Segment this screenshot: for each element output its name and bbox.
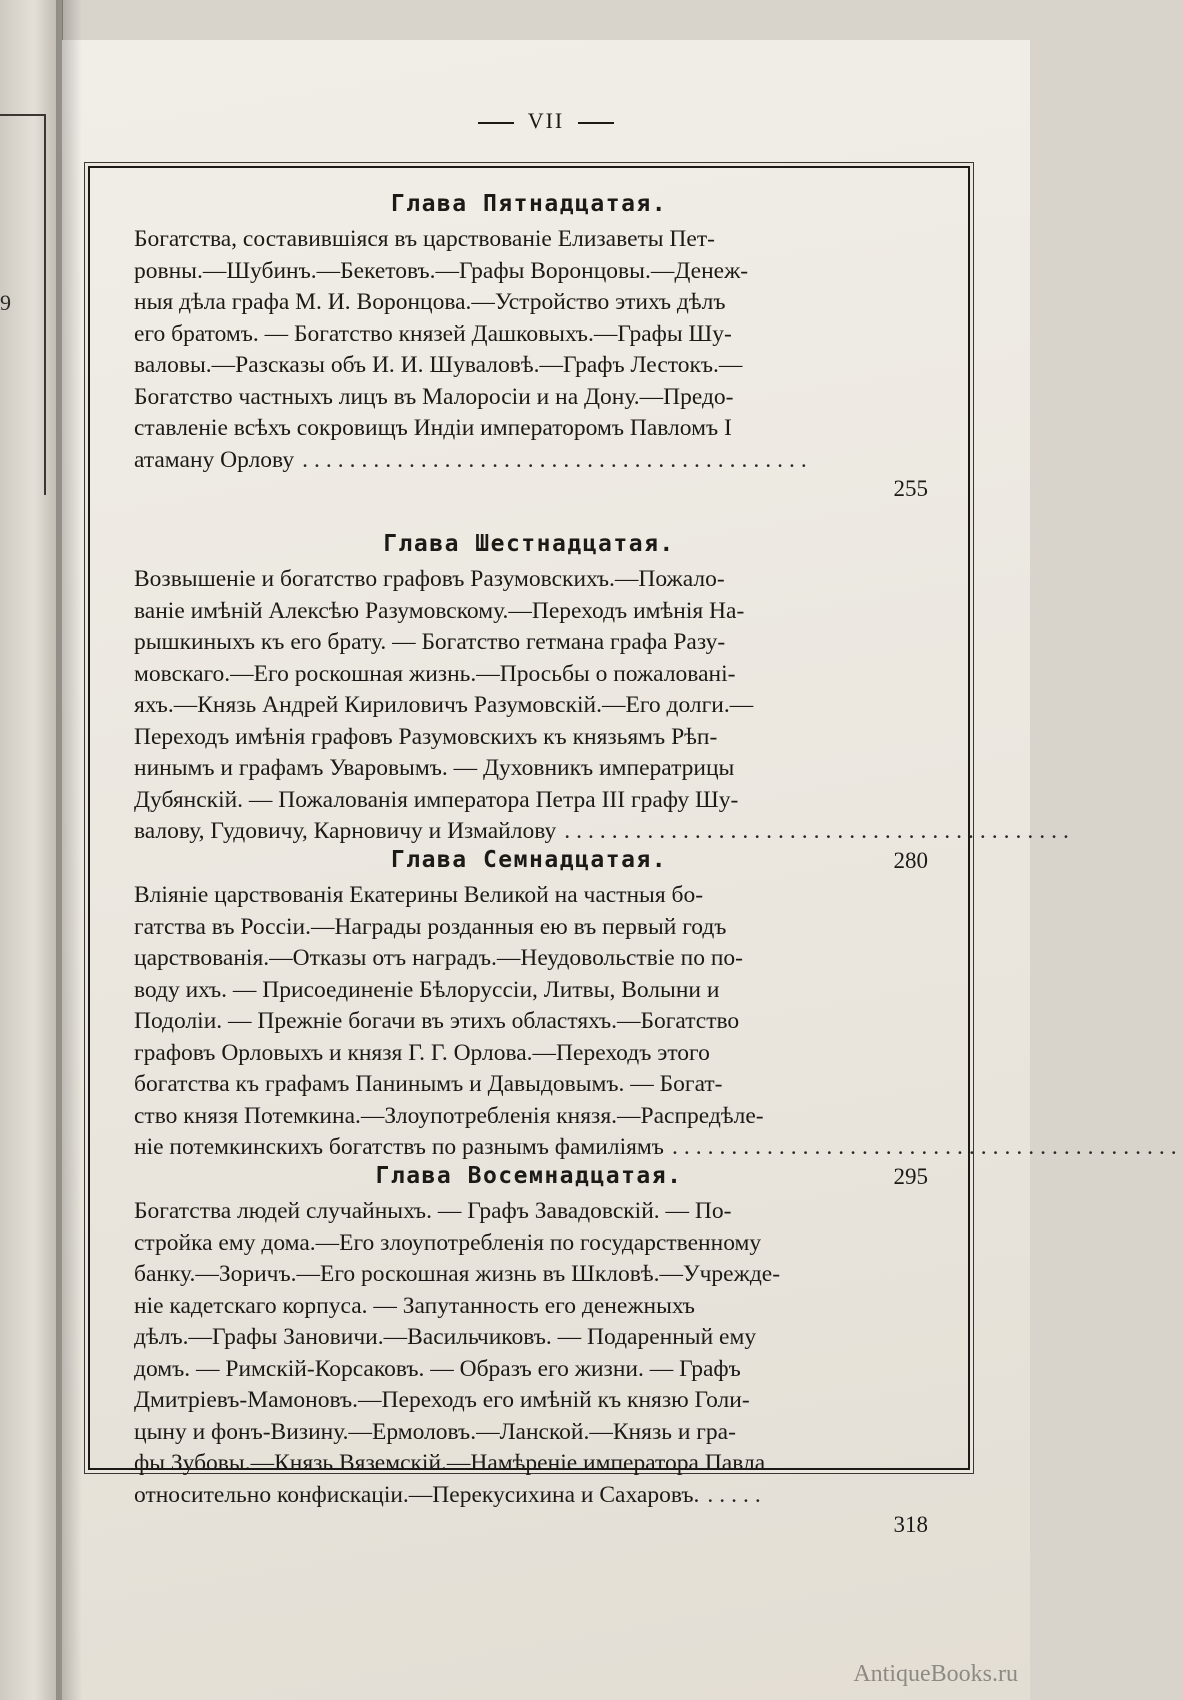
chapter-title: Глава Восемнадцатая. xyxy=(375,1163,683,1189)
summary-line: ставленіе всѣхъ сокровищъ Индіи императоромъ Павломъ I xyxy=(134,415,732,441)
summary-line: валову, Гудовичу, Карновичу и Измайлову xyxy=(134,818,557,844)
leader-dots: ..... xyxy=(707,1481,767,1508)
summary-last-line xyxy=(134,1480,894,1512)
summary-line: гатства въ Россіи.—Награды розданныя ею въ первый годъ xyxy=(134,913,727,940)
chapter-summary xyxy=(134,880,1183,1164)
summary-line: нинымъ и графамъ Уваровымъ. — Духовникъ императрицы xyxy=(134,755,735,781)
chapter-summary xyxy=(134,224,894,476)
facing-page-rule xyxy=(0,114,46,116)
facing-page-edge xyxy=(0,0,63,1700)
summary-line: Возвышеніе и богатство графовъ Разумовскихъ.—Пожало- xyxy=(134,566,725,592)
summary-line: Богатство частныхъ лицъ въ Малоросіи и на Дону.—Предо- xyxy=(134,383,734,410)
summary-line: Богатства, составившіяся въ царствованіе Елизаветы Пет- xyxy=(134,226,715,252)
page-number-text: VII xyxy=(527,108,565,133)
chapter-summary xyxy=(134,1196,894,1511)
page-ref: 295 xyxy=(893,1164,928,1189)
page-number xyxy=(62,108,1030,134)
summary-line: ныя дѣла графа М. И. Воронцова.—Устройство этихъ дѣлъ xyxy=(134,289,726,315)
leader-dots: ........................................... xyxy=(302,446,813,473)
summary-line: Подоліи. — Прежніе богачи въ этихъ областяхъ.—Богатство xyxy=(134,1008,740,1034)
summary-line: ство князя Потемкина.—Злоупотребленія князя.—Распредѣле- xyxy=(134,1102,764,1129)
chapter-summary xyxy=(134,564,1075,848)
book-page xyxy=(62,40,1183,1700)
summary-line: ваніе имѣній Алексѣю Разумовскому.—Переходъ имѣнія На- xyxy=(134,597,745,624)
leader-dots: ........................................... xyxy=(564,818,1075,844)
page-ref: 318 xyxy=(893,1512,928,1537)
summary-line: Дубянскій. — Пожалованія императора Петра III графу Шу- xyxy=(134,786,739,813)
summary-line: рышкиныхъ къ его брату. — Богатство гетмана графа Разу- xyxy=(134,629,726,655)
chapter-title: Глава Семнадцатая. xyxy=(390,847,668,873)
chapter-title: Глава Шестнадцатая. xyxy=(383,531,675,557)
summary-line: атаману Орлову xyxy=(134,446,295,473)
page-number-dash-right xyxy=(578,122,614,124)
summary-line: мовскаго.—Его роскошная жизнь.—Просьбы о пожалованi- xyxy=(134,660,736,687)
summary-line: валовы.—Разсказы объ И. И. Шуваловѣ.—Графъ Лестокъ.— xyxy=(134,352,743,378)
summary-line: Богатства людей случайныхъ. — Графъ Завадовскій. — По- xyxy=(134,1198,732,1224)
summary-line: ніе потемкинскихъ богатствъ по разнымъ фамиліямъ xyxy=(134,1134,664,1160)
summary-line: стройка ему дома.—Его злоупотребленія по государственному xyxy=(134,1229,762,1256)
summary-line: фы Зубовы.—Князь Вяземскій.—Намѣреніе императора Павла xyxy=(134,1450,766,1476)
facing-page-border xyxy=(44,115,46,495)
watermark: AntiqueBooks.ru xyxy=(853,1661,1018,1687)
contents-frame xyxy=(88,166,1183,1537)
summary-line: его братомъ. — Богатство князей Дашковыхъ.—Графы Шу- xyxy=(134,320,732,347)
summary-line: банку.—Зоричъ.—Его роскошная жизнь въ Шкловѣ.—Учрежде- xyxy=(134,1261,781,1287)
chapter-15 xyxy=(90,184,968,501)
summary-last-line xyxy=(134,445,894,477)
summary-line: Переходъ имѣнія графовъ Разумовскихъ къ князьямъ Рѣп- xyxy=(134,723,718,750)
summary-line: домъ. — Римскій-Корсаковъ. — Образъ его жизни. — Графъ xyxy=(134,1355,741,1382)
page-ref: 280 xyxy=(893,848,928,873)
summary-line: царствованія.—Отказы отъ наградъ.—Неудовольствіе по по- xyxy=(134,945,743,971)
summary-line: яхъ.—Князь Андрей Кириловичъ Разумовскій.—Его долги.— xyxy=(134,692,754,718)
summary-line: относительно конфискаціи.—Перекусихина и Сахаровъ. xyxy=(134,1481,700,1508)
summary-line: цыну и фонъ-Визину.—Ермоловъ.—Ланской.—Князь и гра- xyxy=(134,1418,736,1445)
summary-line: Дмитріевъ-Мамоновъ.—Переходъ его имѣній къ князю Голи- xyxy=(134,1387,750,1413)
page-ref: 255 xyxy=(893,476,928,501)
summary-line: ніе кадетскаго корпуса. — Запутанность его денежныхъ xyxy=(134,1292,695,1319)
summary-line: воду ихъ. — Присоединеніе Бѣлоруссіи, Литвы, Волыни и xyxy=(134,976,720,1003)
summary-line: Вліяніе царствованія Екатерины Великой на частныя бо- xyxy=(134,882,704,908)
leader-dots: ........................................... xyxy=(671,1134,1183,1160)
page-number-dash-left xyxy=(478,122,514,124)
gutter-shadow xyxy=(56,0,82,1700)
summary-line: богатства къ графамъ Панинымъ и Давыдовымъ. — Богат- xyxy=(134,1071,723,1097)
summary-line: дѣлъ.—Графы Зановичи.—Васильчиковъ. — Подаренный ему xyxy=(134,1324,757,1350)
summary-line: ровны.—Шубинъ.—Бекетовъ.—Графы Воронцовы.—Денеж- xyxy=(134,257,749,284)
chapter-18 xyxy=(90,1156,968,1537)
chapter-title: Глава Пятнадцатая. xyxy=(390,191,668,217)
facing-page-digit: 9 xyxy=(0,290,11,315)
summary-line: графовъ Орловыхъ и князя Г. Г. Орлова.—Переходъ этого xyxy=(134,1039,710,1066)
